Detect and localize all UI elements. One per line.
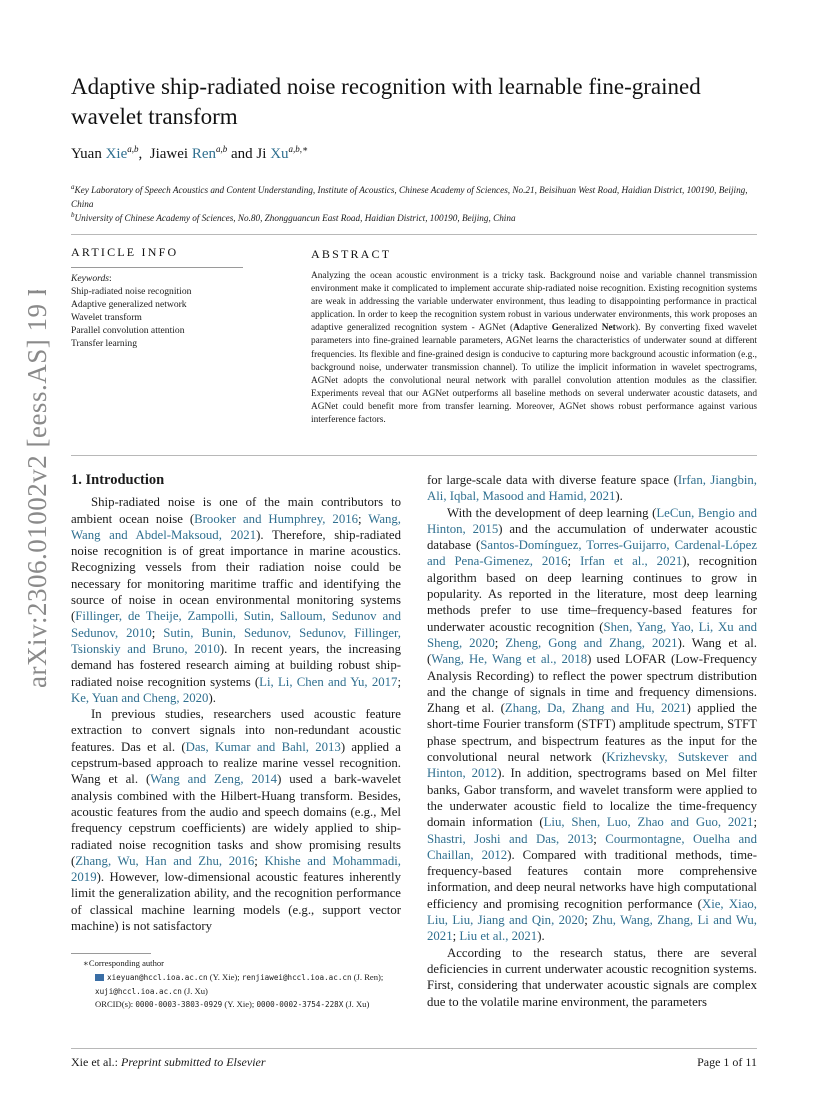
article-info-rule [71,267,243,268]
body-text: ; [567,554,581,569]
citation-link[interactable]: Wang, Wang and Abdel-Maksoud, 2021 [71,511,402,542]
body-text: ). [615,489,623,504]
author-separator: and [231,146,253,162]
affiliation-a [71,180,761,211]
citation-link[interactable]: Fillinger, de Theije, Zampolli, Sutin, Salloum, Sedunov and Sedunov, 2010 [71,609,401,640]
citation-link[interactable]: Irfan, Jiangbin, Ali, Iqbal, Masood and Hamid, 2021 [427,473,757,504]
author-first: Jiawei [149,146,189,162]
body-text: ). However, low-dimensional acoustic features inherently limit the generalization ability, and the recognition performance of classical machine learning models (e.g., support vector machine) is not satisfactory [71,870,401,934]
citation-link[interactable]: Xie, Xiao, Liu, Liu, Jiang and Qin, 2020 [427,896,757,928]
author-list [71,144,308,163]
paragraph [427,945,757,1010]
citation-link[interactable]: Zhu, Wang, Zhang, Li and Wu, 2021 [427,913,757,944]
body-text: ) used LOFAR (Low-Frequency Analysis Recording) to reflect the power spectrum distribution and the change of signals in time and frequency dimensions. Zhang et al. ( [427,652,758,716]
paragraph [427,505,757,945]
author-first: Ji [256,146,267,162]
citation-link[interactable]: Das, Kumar and Bahl, 2013 [185,739,341,754]
citation-link[interactable]: Liu, Shen, Luo, Zhao and Guo, 2021 [543,815,754,830]
citation-link[interactable]: Zhang, Da, Zhang and Hu, 2021 [504,701,687,716]
running-footer: Xie et al.: Preprint submitted to Elsevier [71,1055,266,1069]
paragraph [71,706,401,934]
email-link[interactable]: renjiawei@hccl.ioa.ac.cn [241,972,352,982]
body-text: ; [397,674,401,689]
citation-link[interactable]: Zhang, Wu, Han and Zhu, 2016 [75,853,255,868]
page-number: Page 1 of 11 [697,1055,757,1069]
body-text: According to the research status, there are several deficiencies in current underwater acoustic recognition systems. First, considering that underwater acoustic signals are complex due to the volatile marine environment, the parameters [427,945,757,1009]
footnote-orcid: ORCID(s): 0000-0003-3803-0929 (Y. Xie); 0000-0002-3754-228X (J. Xu) [95,999,370,1010]
paragraph [427,472,757,505]
body-text: ; [254,853,265,868]
body-text: ). [208,690,216,705]
author-last[interactable]: Xie [105,146,128,162]
body-text: ) used a bark-wavelet analysis combined with the Hilbert-Huang transform. Besides, acoustic features from the audio and speech domains (e.g., Mel frequency cepstrum coefficients) are widely applied to ship-radiated noise recognition tasks and show promising results ( [71,772,401,868]
citation-link[interactable]: Shen, Yang, Yao, Li, Xu and Sheng, 2020 [427,619,757,650]
header-rule [71,234,757,235]
body-text: ). Compared with traditional methods, time-frequency-based features contain more comprehensive information, and deep neural networks have high computational efficiency and promising recognition performance ( [427,847,757,911]
keyword-item: Ship-radiated noise recognition [71,286,192,298]
author-last[interactable]: Xu [270,146,289,162]
body-text: ; [452,929,460,944]
paper-title: Adaptive ship-radiated noise recognition with learnable fine-grained wavelet transform [71,74,701,129]
body-text: In previous studies, researchers used acoustic feature extraction to convert signals into non-redundant acoustic features. Das et al. ( [71,707,401,754]
left-column [71,472,401,934]
citation-link[interactable]: Khishe and Mohammadi, 2019 [71,853,401,885]
affiliation-mark: b [71,211,75,219]
body-text: ; [358,511,369,526]
body-text: for large-scale data with diverse feature space ( [427,473,678,487]
section-heading: 1. Introduction [71,472,165,488]
affiliation-mark: a [71,183,75,191]
body-text: ). In recent years, the increasing demand has fostered research aiming at building robust ship-radiated noise recognition systems ( [71,641,401,689]
footnote-corresponding: ∗Corresponding author [83,958,165,968]
body-text: With the development of deep learning ( [447,505,657,520]
body-text: ; [753,815,757,830]
body-text: ), recognition algorithm based on deep learning continues to grow in popularity. As reported in the literature, most deep learning methods prefer to use time–frequency-based features for underwater acoustic recognition ( [427,554,757,634]
orcid-link[interactable]: 0000-0003-3803-0929 [135,1000,223,1010]
article-info-heading: ARTICLE INFO [71,245,179,259]
citation-link[interactable]: Sutin, Bunin, Sedunov, Sedunov, Fillinger, Tsionskiy and Bruno, 2010 [71,625,401,656]
affiliation-b [71,208,761,225]
citation-link[interactable]: Wang and Zeng, 2014 [150,772,278,787]
citation-link[interactable]: Shastri, Joshi and Das, 2013 [427,831,594,846]
citation-link[interactable]: Ke, Yuan and Cheng, 2020 [71,690,209,705]
keyword-item: Wavelet transform [71,312,142,324]
footnote-emails: xieyuan@hccl.ioa.ac.cn (Y. Xie); renjiawei@hccl.ioa.ac.cn (J. Ren); xuji@hccl.ioa.ac.cn (J. Xu) [95,971,384,996]
citation-link[interactable]: Wang, He, Wang et al., 2018 [431,652,588,667]
keyword-item: Parallel convolution attention [71,325,185,337]
author-affil-mark: a,b [216,144,228,154]
body-text: ). Wang et al. ( [427,635,757,667]
keywords-block: Keywords: Ship-radiated noise recognition Adaptive generalized network Wavelet transform Parallel convolution attention Transfer learning [71,272,246,351]
email-link[interactable]: xuji@hccl.ioa.ac.cn [95,986,182,996]
body-text: ). In addition, spectrograms based on Mel filter banks, Gabor transform, and wavelet transform were applied to the underwater acoustic field to localize the time-frequency domain information ( [427,766,757,830]
author-affil-mark: a,b [127,144,139,154]
arxiv-stamp [14,290,54,690]
author-first: Yuan [71,146,102,162]
body-text: ) and the accumulation of underwater acoustic database ( [427,521,757,553]
citation-link[interactable]: Brooker and Humphrey, 2016 [194,511,359,526]
author-last[interactable]: Ren [191,146,216,162]
body-text: ) applied a cepstrum-based approach to realize marine vessel recognition. Wang et al. ( [71,739,401,787]
author-separator: , [138,146,143,162]
body-text: ; [584,913,593,928]
keyword-item: Adaptive generalized network [71,299,187,311]
keyword-item: Transfer learning [71,338,137,350]
citation-link[interactable]: Irfan et al., 2021 [580,554,683,569]
citation-link[interactable]: Krizhevsky, Sutskever and Hinton, 2012 [427,750,757,781]
arxiv-stamp-text: arXiv:2306.01002v2 [eess.AS] 19 Feb 2024 [22,290,52,688]
footnote [71,957,401,1012]
body-text: ). Therefore, ship-radiated noise recognition is of great importance in marine acoustics. Recognizing vessels from their radiation noise could be necessary for monitoring maritime traffic and identifying the source of noise in ocean environmental monitoring systems ( [71,527,402,624]
abstract-heading: ABSTRACT [311,247,392,261]
body-text: ; [593,831,606,846]
body-text: ; [151,625,164,640]
email-icon [95,974,104,981]
right-column [427,472,757,1010]
body-text: Ship-radiated noise is one of the main contributors to ambient ocean noise ( [71,495,401,526]
author-affil-mark: a,b,∗ [288,144,309,154]
citation-link[interactable]: Zheng, Gong and Zhang, 2021 [505,635,678,650]
citation-link[interactable]: Santos-Domínguez, Torres-Guijarro, Cardenal-López and Pena-Gimenez, 2016 [427,538,758,569]
affiliation-text: Key Laboratory of Speech Acoustics and Content Understanding, Institute of Acoustics, Chinese Academy of Sciences, No.21, Beisihuan West Road, Haidian District, 100190, Beijing, China [71,185,748,210]
citation-link[interactable]: Courmontagne, Ouelha and Chaillan, 2012 [427,831,757,862]
citation-link[interactable]: Li, Li, Chen and Yu, 2017 [259,674,398,689]
affiliation-text: University of Chinese Academy of Sciences, No.80, Zhongguancun East Road, Haidian District, 100190, Beijing, China [74,213,516,224]
abstract-text: Analyzing the ocean acoustic environment is a tricky task. Background noise and variable channel transmission environment make it complicated to implement accurate ship-radiated noise recognition. Existing recognition systems are weak in addressing the variable underwater environment, thus leading to disappointing performance in practical application. In order to keep the recognition system robust in various underwater environments, this work proposes an adaptive generalized recognition system - AGNet (Adaptive Generalized Network). By converting fixed wavelet parameters into fine-grained learnable parameters, AGNet learns the characteristics of underwater sound at different frequencies. Its flexible and fine-grained design is conducive to capturing more background acoustic information (e.g., background noise, underwater transmission channel). To utilize the implicit information in wavelet spectrograms, AGNet adopts the convolutional neural network with parallel convolution attention modules as the classifier. Experiments reveal that our AGNet outperforms all baseline methods on several underwater acoustic datasets, and AGNet could benefit more from transfer learning. Moreover, AGNet shows robust performance against various interference factors. [311,271,757,426]
citation-link[interactable]: LeCun, Bengio and Hinton, 2015 [427,505,757,536]
orcid-link[interactable]: 0000-0002-3754-228X [256,1000,344,1010]
footnote-rule [71,953,151,954]
paragraph [71,494,401,706]
body-text: ). [537,929,545,944]
keywords-label: Keywords [71,273,110,284]
body-text: ) applied the short-time Fourier transform (STFT) amplitude spectrum, STFT phase spectrum, and bispectrum features as the input for the convolutional neural network ( [427,701,757,765]
citation-link[interactable]: Liu et al., 2021 [459,929,538,944]
email-link[interactable]: xieyuan@hccl.ioa.ac.cn [107,972,208,982]
abstract-rule [71,455,757,456]
footer-rule [71,1048,757,1049]
body-text: ; [494,635,506,650]
